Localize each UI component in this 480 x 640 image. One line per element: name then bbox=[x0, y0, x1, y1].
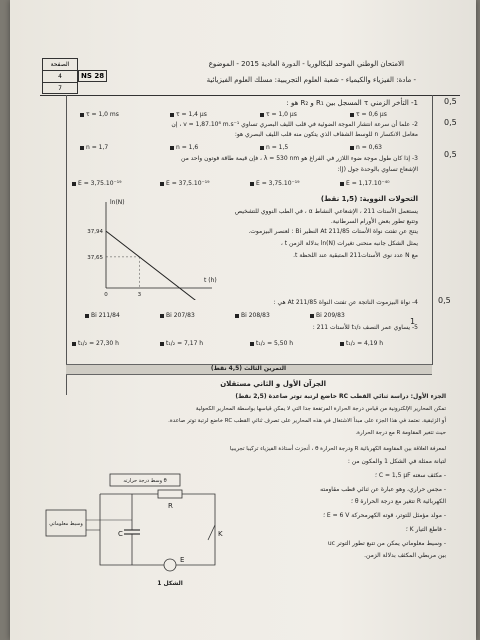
q5-option-d: t₁/₂ = 4,19 h bbox=[340, 340, 383, 347]
ex3-p3: حيث تتغير المقاومة R مع درجة الحرارة. bbox=[355, 430, 446, 436]
q3-text-1: 3- إذا كان طول موجة ضوء اللازر في الفراغ هو λ = 530 nm ، فإن قيمة طاقة فوتون واحد من bbox=[181, 155, 418, 162]
q3-option-a: E = 3,75.10⁻¹⁹ bbox=[72, 180, 122, 187]
ex3-p4: لمعرفة العلاقة بين المقاومة الكهربائية R ودرجة الحرارة θ ، أنجزت أستاذة الفيزياء تركيبا تجريبيا bbox=[229, 446, 446, 452]
exam-page bbox=[10, 0, 476, 640]
figure-caption: الشكل 1 bbox=[157, 580, 183, 587]
q4-option-c: Bi 208/83 bbox=[235, 312, 270, 319]
mark-q3: 0,5 bbox=[444, 150, 457, 159]
exam-code: NS 28 bbox=[78, 70, 107, 82]
ex3-item-1: - مكثف سعته C = 1,5 μF ؛ bbox=[375, 472, 446, 479]
q1-text: 1- التأخر الزمني τ المسجل بين R₁ و R₂ هو : bbox=[286, 99, 418, 107]
q5-option-a: t₁/₂ = 27,30 h bbox=[72, 340, 119, 347]
nuclear-p5: مع N عدد نوى الأستات211 المتبقية عند اللحظة t. bbox=[293, 252, 418, 259]
y-tick-label-0: 37,94 bbox=[87, 229, 103, 236]
q5-option-b: t₁/₂ = 7,17 h bbox=[160, 340, 203, 347]
q4-option-d: Bi 209/83 bbox=[310, 312, 345, 319]
series-line bbox=[106, 231, 200, 300]
generator-label: E bbox=[180, 556, 185, 564]
ln-n-graph bbox=[68, 196, 218, 300]
resistor-label: R bbox=[168, 502, 173, 510]
q5-option-c: t₁/₂ = 5,50 h bbox=[250, 340, 293, 347]
header-line-1: الامتحان الوطني الموحد للبكالوريا - الدورة العادية 2015 - الموضوع bbox=[208, 60, 404, 68]
ex3-item-4: - مولد مؤمثل للتوتر، قوته الكهرمحركة E = 6 V ؛ bbox=[323, 512, 446, 519]
ex3-item-3: الكهربائية R تتغير مع درجة الحرارة θ ؛ bbox=[351, 498, 446, 505]
ex3-p1: تمكن المحارير الإلكترونية من قياس درجة الحرارة المرتفعة جدا التي لا يمكن قياسها بواسطة المحارير الكحولية bbox=[195, 406, 446, 412]
ex3-item-5: - قاطع التيار K ؛ bbox=[405, 526, 446, 533]
q1-option-d: τ = 0,6 μs bbox=[350, 111, 387, 118]
switch-label: K bbox=[218, 530, 223, 538]
q2-option-b: n = 1,6 bbox=[170, 144, 198, 151]
page-box-number: 4 bbox=[43, 71, 77, 83]
ex3-p2: أو الزئبقية. نعتمد في هذا الجزء على مبدأ الاشتغال في هذه المحارير على تصرف ثنائي القطب RC خاضع لرتبة توتر صاعدة. bbox=[168, 418, 446, 424]
mark-q4: 0,5 bbox=[438, 296, 451, 305]
ex3-item-6: - وسيط معلوماتي يمكن من تتبع تطور التوتر uc bbox=[327, 540, 446, 547]
q3-option-d: E = 1,17.10⁻⁴⁰ bbox=[340, 180, 390, 187]
q3-option-b: E = 37,5.10⁻¹⁹ bbox=[160, 180, 210, 187]
q5-text: 5- يساوي عمر النصف t₁/₂ للأستات 211 : bbox=[312, 324, 418, 331]
mark-q2: 0,5 bbox=[444, 118, 457, 127]
q2-text-2: معامل الانكسار n للوسط الشفاف الذي يتكون منه قلب الليف البصري هو: bbox=[234, 131, 418, 138]
resistor-symbol bbox=[158, 490, 182, 498]
q4-option-a: Bi 211/84 bbox=[85, 312, 120, 319]
q1-option-c: τ = 1,0 μs bbox=[260, 111, 297, 118]
switch-k bbox=[208, 525, 215, 540]
q3-text-2: الإشعاع تساوي بالوحدة جول (J): bbox=[337, 166, 418, 173]
nuclear-p2: وتتبع تطور بعض الأورام السرطانية. bbox=[330, 218, 418, 225]
q3-option-c: E = 3,75.10⁻¹⁹ bbox=[250, 180, 300, 187]
page-number-box bbox=[42, 58, 78, 94]
nuclear-title: التحولات النووية: (1,5 نقط) bbox=[320, 195, 418, 203]
interface-label: وسيط معلوماتي bbox=[49, 521, 83, 527]
page-box-title: الصفحة bbox=[43, 59, 77, 71]
nuclear-p3: ينتج عن تفتت نواة الأستات At 211/85 النظير Bi : لعنصر البيزموت. bbox=[248, 228, 418, 235]
capacitor-label: C bbox=[118, 530, 123, 538]
margin-line-left bbox=[66, 95, 67, 395]
q4-text: 4- نواة البيزموت الناتجة عن تفتت النواة At 211/85 هي : bbox=[273, 299, 418, 306]
x-tick-label-1: 3 bbox=[137, 292, 142, 298]
x-axis-label: t (h) bbox=[204, 277, 217, 284]
q2-option-d: n = 0,63 bbox=[350, 144, 382, 151]
mark-q1: 0,5 bbox=[444, 97, 457, 106]
y-tick-label-1: 37,65 bbox=[87, 254, 103, 261]
q1-option-a: τ = 1,0 ms bbox=[80, 111, 119, 118]
temperature-medium-label: وسط درجة حرارته θ bbox=[123, 478, 167, 484]
page-box-total: 7 bbox=[58, 85, 62, 92]
header-line-2: - مادة: الفيزياء والكيمياء - شعبة العلوم التجريبية: مسلك العلوم الفيزيائية bbox=[206, 76, 416, 84]
exercise-3-subtitle: الجزآن الأول و الثاني مستقلان bbox=[220, 380, 326, 388]
ex3-p5: لتيانة ممثلة في الشكل 1 والمكون من : bbox=[347, 458, 446, 465]
margin-line-right bbox=[432, 95, 433, 365]
q1-option-b: τ = 1,4 μs bbox=[170, 111, 207, 118]
q2-option-a: n = 1,7 bbox=[80, 144, 108, 151]
x-tick-label-0: 0 bbox=[104, 292, 108, 298]
mark-q5: 1 bbox=[410, 317, 416, 326]
part-1-title: الجزء الأول: دراسة ثنائي القطب RC خاضع لرتبة توتر صاعدة (2,5 نقط) bbox=[235, 393, 446, 400]
ex3-item-2: - مجس حراري، وهو عبارة عن ثنائي قطب مقاومته bbox=[320, 486, 446, 493]
q2-option-c: n = 1,5 bbox=[260, 144, 288, 151]
q4-option-b: Bi 207/83 bbox=[160, 312, 195, 319]
generator-symbol bbox=[164, 559, 176, 571]
nuclear-p4: يمثل الشكل جانبه منحنى تغيرات ln(N) بدلالة الزمن t ، bbox=[280, 240, 418, 247]
ex3-item-7: بين مربطي المكثف بدلالة الزمن. bbox=[364, 552, 446, 559]
header-divider bbox=[40, 95, 460, 96]
circuit-figure-1 bbox=[40, 470, 240, 590]
nuclear-p1: يستعمل الأستات 211 ، الإشعاعي النشاط α ، في الطب النووي للتشخيص bbox=[234, 208, 418, 215]
exercise-3-title: التمرين الثالث (4,5 نقط) bbox=[210, 365, 286, 372]
q2-text-1: 2- علما أن سرعة انتشار الموجة الضوئية في قلب الليف البصري تساوي v = 1,87.10⁸ m.s⁻¹ ، إن bbox=[171, 121, 418, 128]
y-axis-label: ln(N) bbox=[110, 199, 125, 206]
